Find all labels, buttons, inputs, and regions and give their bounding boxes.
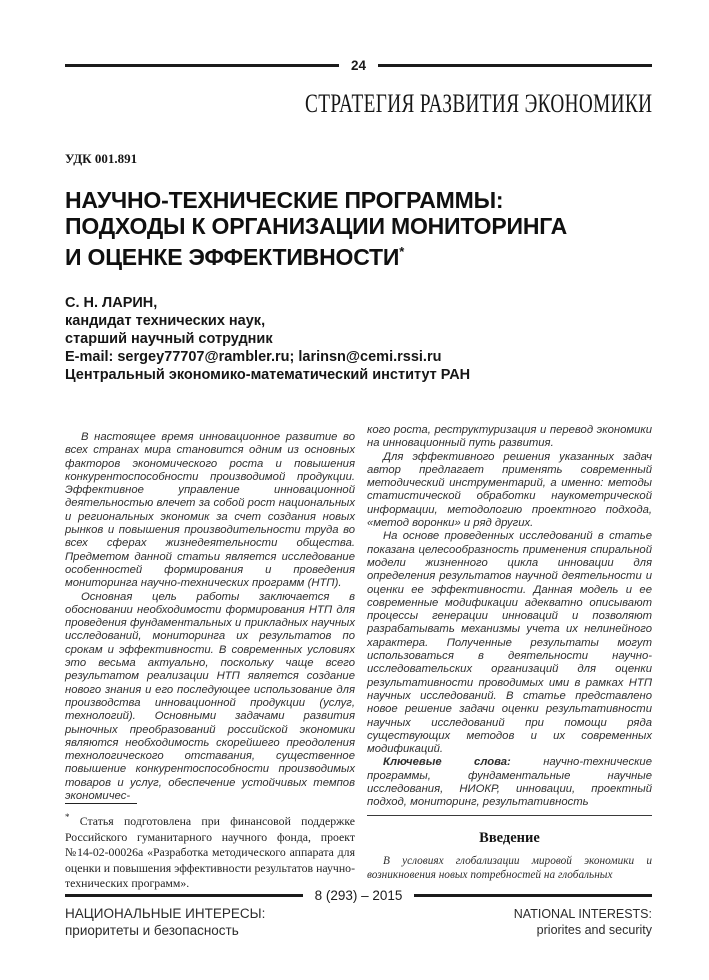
journal-title-ru-line2: приоритеты и безопасность bbox=[65, 922, 239, 938]
journal-title-ru-line1: НАЦИОНАЛЬНЫЕ ИНТЕРЕСЫ: bbox=[65, 906, 266, 921]
author-position: старший научный сотрудник bbox=[65, 331, 273, 347]
article-title-line-1: НАУЧНО-ТЕХНИЧЕСКИЕ ПРОГРАММЫ: bbox=[65, 187, 504, 213]
journal-title-en-line2: priorites and security bbox=[536, 923, 652, 937]
introduction-paragraph: В условиях глобализации мировой экономики и возникновения новых потребностей на глобальных bbox=[367, 855, 652, 881]
author-degree: кандидат технических наук, bbox=[65, 313, 266, 329]
journal-footer bbox=[65, 906, 652, 939]
keywords-label: Ключевые слова: bbox=[383, 756, 511, 769]
footnote-block bbox=[65, 803, 355, 891]
issue-number: 8 (293) – 2015 bbox=[314, 888, 403, 903]
page-number-row bbox=[65, 58, 652, 73]
author-affiliation: Центральный экономико-математический институт РАН bbox=[65, 367, 471, 383]
page-content bbox=[65, 0, 652, 891]
journal-title-ru bbox=[65, 906, 265, 939]
abstract-paragraph: На основе проведенных исследований в статье показана целесообразность применения спиральной модели жизненного цикла инновации для определения результатов научной деятельности и оценки ее эффективности. Данная модель и ее современные модификации адекватно описывают процессы генерации инноваций и позволяют разрабатывать механизмы учета их нелинейного характера. Полученные результаты могут использоваться в деятельности научно-исследовательских организаций для оценки результативности проводимых ими в рамках НТП научных исследований. В статье представлено новое решение задачи оценки результативности научных исследований при помощи ряда существующих методов и их современных модификаций. bbox=[367, 530, 652, 756]
section-header: СТРАТЕГИЯ РАЗВИТИЯ ЭКОНОМИКИ bbox=[304, 89, 652, 118]
top-rule-right bbox=[378, 64, 652, 67]
abstract-paragraph: Для эффективного решения указанных задач автор предлагает применять современный методический инструментарий, а именно: методы статистической обработки наукометрической информации, методологию проектного подхода, «метод воронки» и ряд других. bbox=[367, 450, 652, 530]
abstract-paragraph: В настоящее время инновационное развитие во всех странах мира становится одним из основных факторов экономического роста и повышения конкурентоспособности производимой продукции. Эффективное управление инновационной деятельностью влечет за собой рост национальных и региональных экономик за счет создания новых рынков и повышения производительности труда во всех сферах жизнедеятельности общества. Предметом данной статьи является исследование особенностей формирования и проведения мониторинга научно-технических программ (НТП). bbox=[65, 431, 355, 590]
running-head bbox=[65, 89, 652, 119]
keywords-paragraph bbox=[367, 756, 652, 809]
page-number: 24 bbox=[350, 58, 367, 73]
abstract-right-column bbox=[367, 424, 652, 882]
journal-title-en-line1: NATIONAL INTERESTS: bbox=[513, 907, 652, 921]
journal-title-en bbox=[514, 906, 652, 939]
abstract-left-column bbox=[65, 424, 355, 891]
author-name: С. Н. ЛАРИН, bbox=[65, 295, 158, 311]
footer-rule-left bbox=[65, 894, 303, 897]
footnote-body: Статья подготовлена при финансовой поддержке Российского гуманитарного научного фонда, проект №14-02-00026а «Разработка методического аппарата для оценки и повышения эффективности результатов научно-технических программ». bbox=[65, 814, 355, 891]
footnote-separator bbox=[65, 803, 137, 804]
footnote-marker: * bbox=[65, 812, 70, 823]
title-footnote-mark: * bbox=[399, 244, 405, 259]
author-email: E-mail: sergey77707@rambler.ru; larinsn@cemi.rssi.ru bbox=[65, 349, 442, 365]
top-rule-left bbox=[65, 64, 339, 67]
article-title-line-2: ПОДХОДЫ К ОРГАНИЗАЦИИ МОНИТОРИНГА bbox=[65, 213, 568, 239]
abstract-paragraph: кого роста, реструктуризация и перевод экономики на инновационный путь развития. bbox=[367, 424, 652, 450]
author-block bbox=[65, 294, 652, 384]
article-title bbox=[65, 187, 652, 270]
introduction-heading: Введение bbox=[479, 830, 540, 847]
article-title-line-3 bbox=[65, 239, 652, 270]
footnote-text bbox=[65, 810, 355, 891]
abstract-paragraph: Основная цель работы заключается в обосновании необходимости формирования НТП для проведения фундаментальных и прикладных научных исследований, мониторинга их результатов по срокам и эффективности. В современных условиях это весьма актуально, поскольку чаще всего результатом реализации НТП является создание нового знания и его последующее использование для производства инновационной продукции (услуг, технологий). Основными задачами развития рыночных преобразований российской экономики являются необходимость скорейшего преодоления технологического отставания, существенное повышение конкурентоспособности производимых товаров и услуг, обеспечение устойчивых темпов экономичес- bbox=[65, 590, 355, 803]
article-title-line-3-text: И ОЦЕНКЕ ЭФФЕКТИВНОСТИ bbox=[65, 244, 400, 270]
keywords-text: научно-технические программы, фундаментальные научные исследования, НИОКР, инновации, проектный подход, мониторинг, результативность bbox=[367, 756, 652, 809]
introduction-section bbox=[367, 815, 652, 882]
issue-row bbox=[65, 888, 652, 903]
introduction-top-rule bbox=[367, 815, 652, 816]
abstract-columns bbox=[65, 424, 652, 891]
udc-code: УДК 001.891 bbox=[65, 151, 138, 166]
footer-rule-right bbox=[414, 894, 652, 897]
